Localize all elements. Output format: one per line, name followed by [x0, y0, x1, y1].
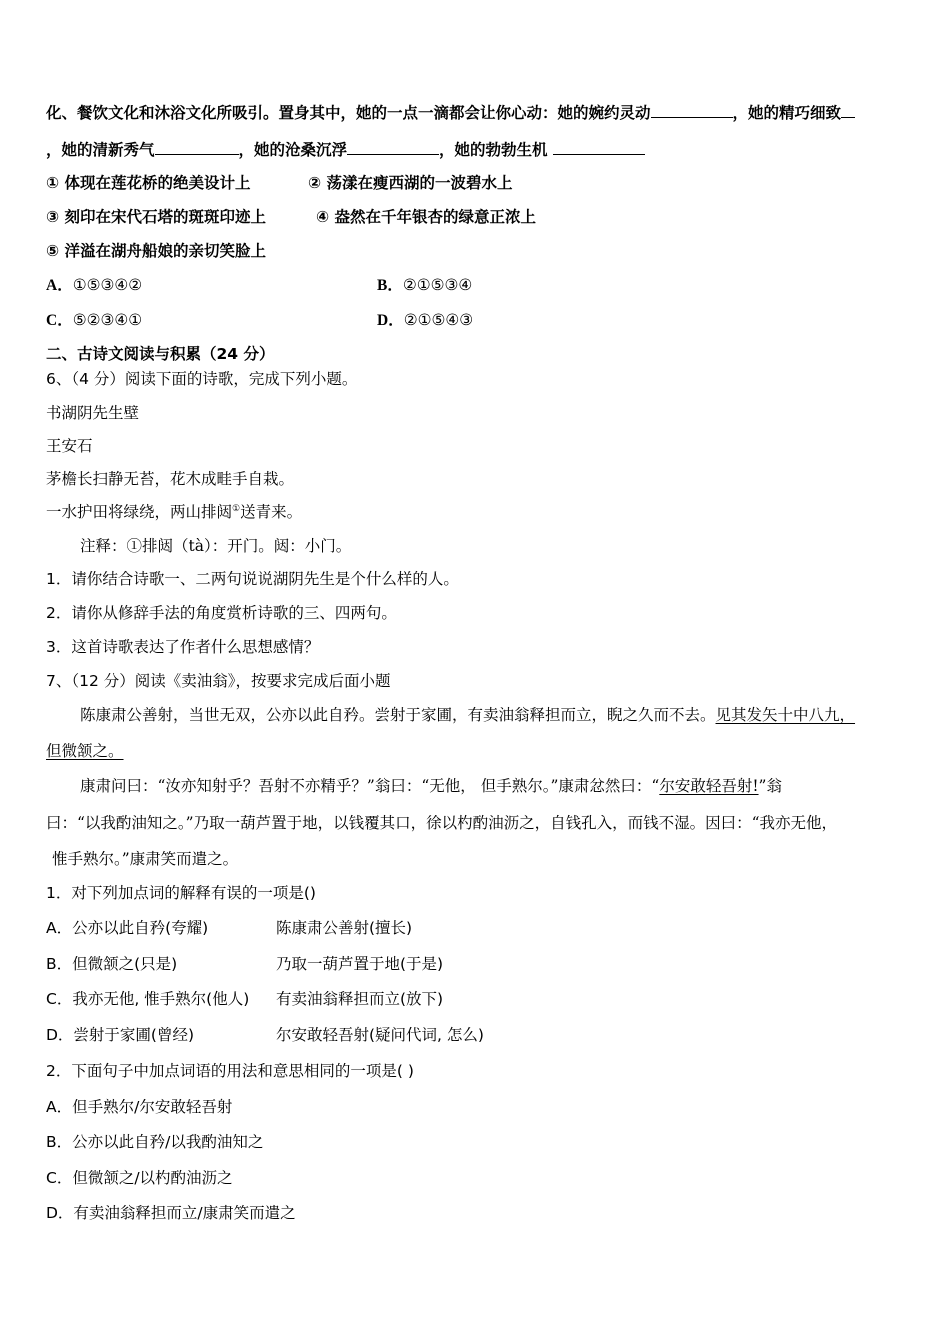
- passage-text: 陈康肃公善射，当世无双，公亦以此自矜。尝射于家圃，有卖油翁释担而立，睨之久而不去。: [80, 706, 716, 724]
- blank-3[interactable]: [155, 140, 239, 155]
- q5-text-segment: ，她的清新秀气: [46, 140, 155, 159]
- q6-sub2: 2．请你从修辞手法的角度赏析诗歌的三、四两句。: [46, 604, 397, 622]
- q5-items-row3: [46, 241, 266, 261]
- q5-item-2: ② 荡漾在瘦西湖的一波碧水上: [308, 174, 513, 192]
- poem-line-2-b: 送青来。: [240, 503, 303, 521]
- footnote-marker: ①: [232, 503, 241, 514]
- q5-text-segment: ，她的沧桑沉浮: [238, 140, 348, 159]
- q5-items-row2: [46, 207, 537, 227]
- q5-option-d[interactable]: [377, 310, 473, 331]
- option-right: 乃取一葫芦置于地(于是): [276, 955, 444, 973]
- poem-note: 注释：①排闼（tà）：开门。闼：小门。: [80, 537, 352, 555]
- q6-sub3: 3．这首诗歌表达了作者什么思想感情？: [46, 638, 320, 656]
- poem-line-1: 茅檐长扫静无苔，花木成畦手自栽。: [46, 470, 295, 488]
- q5-text-segment: 化、餐饮文化和沐浴文化所吸引。置身其中，她的一点一滴都会让你心动：她的婉约灵动: [46, 103, 651, 122]
- option-text: ⑤②③④①: [72, 311, 143, 329]
- q5-item-4: ④ 盎然在千年银杏的绿意正浓上: [316, 208, 537, 226]
- blank-2[interactable]: [841, 103, 855, 118]
- q7-s1-question: 1．对下列加点词的解释有误的一项是(): [46, 884, 316, 902]
- underlined-sentence: 但微颔之。: [46, 742, 124, 760]
- poem-line-2: [46, 502, 302, 522]
- underlined-sentence: 尔安敢轻吾射!: [659, 777, 759, 795]
- q7-passage-p2: [80, 776, 782, 796]
- option-text: ②①⑤④③: [403, 311, 474, 329]
- option-label: B．: [377, 277, 403, 294]
- blank-4[interactable]: [347, 140, 439, 155]
- option-right: 尔安敢轻吾射(疑问代词, 怎么): [276, 1026, 484, 1044]
- q6-sub1: 1．请你结合诗歌一、二两句说说湖阴先生是个什么样的人。: [46, 570, 459, 588]
- option-label: A．: [46, 277, 73, 294]
- q6-intro: 6、（4 分）阅读下面的诗歌，完成下列小题。: [46, 370, 358, 388]
- q5-option-b[interactable]: [377, 275, 472, 296]
- q5-option-a[interactable]: [46, 275, 142, 296]
- passage-text: 康肃问曰：“汝亦知射乎？吾射不亦精乎？”翁曰：“无他， 但手熟尔。”康肃忿然曰：“: [80, 777, 660, 795]
- blank-1[interactable]: [651, 103, 733, 118]
- q7-passage-p1: [80, 705, 855, 725]
- poem-author: 王安石: [46, 437, 93, 455]
- passage-text: ”翁: [758, 777, 782, 795]
- q7-s1-option-d[interactable]: [46, 1025, 484, 1045]
- poem-title: 书湖阴先生壁: [46, 404, 140, 422]
- q7-passage-p2-line3: 惟手熟尔。”康肃笑而遣之。: [52, 850, 239, 868]
- option-text: ①⑤③④②: [72, 276, 143, 294]
- option-left: D．尝射于家圃(曾经): [46, 1026, 195, 1044]
- q7-s1-option-b[interactable]: [46, 954, 444, 974]
- option-left: B．但微颔之(只是): [46, 955, 178, 973]
- q5-text-line1: [46, 103, 855, 123]
- q7-s1-option-c[interactable]: [46, 989, 444, 1009]
- q7-s2-option-c[interactable]: C．但微颔之/以杓酌油沥之: [46, 1169, 233, 1187]
- q7-s2-option-d[interactable]: D．有卖油翁释担而立/康肃笑而遣之: [46, 1204, 296, 1222]
- q5-text-segment: ，她的勃勃生机: [439, 140, 548, 159]
- q7-s2-question: 2．下面句子中加点词语的用法和意思相同的一项是( ): [46, 1062, 414, 1080]
- option-text: ②①⑤③④: [402, 276, 473, 294]
- q5-text-segment: ，她的精巧细致: [732, 103, 842, 122]
- option-left: C．我亦无他, 惟手熟尔(他人): [46, 990, 250, 1008]
- q5-option-c[interactable]: [46, 310, 142, 331]
- q7-passage-p2-line2: 曰：“以我酌油知之。”乃取一葫芦置于地，以钱覆其口，徐以杓酌油沥之，自钱孔入，而钱不湿。因曰：“我亦无他，: [46, 814, 838, 832]
- q5-item-5: ⑤ 洋溢在湖舟船娘的亲切笑脸上: [46, 242, 267, 260]
- q7-s2-option-a[interactable]: A．但手熟尔/尔安敢轻吾射: [46, 1098, 233, 1116]
- option-label: D．: [377, 312, 404, 329]
- option-left: A．公亦以此自矜(夸耀): [46, 919, 209, 937]
- q7-s1-option-a[interactable]: [46, 918, 413, 938]
- q7-intro: 7、（12 分）阅读《卖油翁》，按要求完成后面小题: [46, 672, 391, 690]
- blank-5[interactable]: [553, 140, 645, 155]
- option-label: C．: [46, 312, 73, 329]
- q7-passage-p1-cont: [46, 741, 124, 761]
- q5-items-row1: [46, 173, 513, 193]
- option-right: 陈康肃公善射(擅长): [276, 919, 413, 937]
- underlined-sentence: 见其发矢十中八九，: [715, 706, 856, 724]
- q5-item-3: ③ 刻印在宋代石塔的斑斑印迹上: [46, 208, 267, 226]
- q7-s2-option-b[interactable]: B．公亦以此自矜/以我酌油知之: [46, 1133, 264, 1151]
- section-heading: 二、古诗文阅读与积累（24 分）: [46, 345, 275, 363]
- q5-item-1: ① 体现在莲花桥的绝美设计上: [46, 174, 251, 192]
- poem-line-2-a: 一水护田将绿绕，两山排闼: [46, 503, 233, 521]
- option-right: 有卖油翁释担而立(放下): [276, 990, 444, 1008]
- q5-text-line2: [46, 140, 645, 160]
